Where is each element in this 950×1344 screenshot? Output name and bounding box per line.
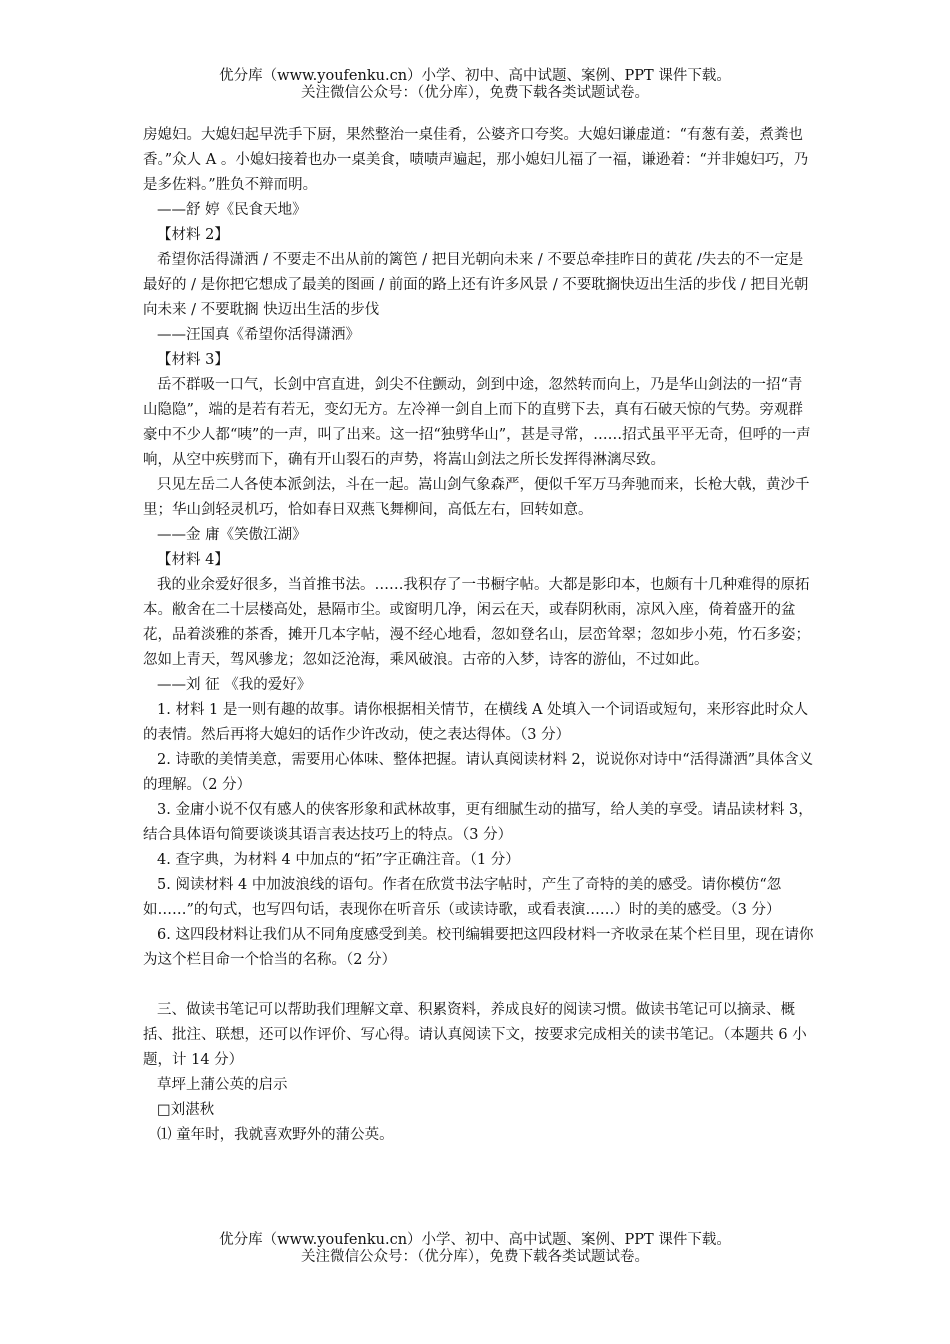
page-header: [0, 68, 950, 102]
material-2-text: 希望你活得潇洒 / 不要走不出从前的篱笆 / 把目光朝向未来 / 不要总牵挂昨日的黄花 /失去的不一定是最好的 / 是你把它想成了最美的图画 / 前面的路上还有许多风景 / 不要耽搁快迈出生活的步伐 / 把目光朝向未来 / 不要耽搁 快迈出生活的步伐: [143, 252, 809, 318]
material-2-title: 【材料 2】: [157, 227, 229, 243]
question-2: 2. 诗歌的美情美意，需要用心体味、整体把握。请认真阅读材料 2，说说你对诗中“活得潇洒”具体含义的理解。（2 分）: [143, 752, 814, 793]
section-gap: [143, 973, 815, 998]
question-3: 3. 金庸小说不仅有感人的侠客形象和武林故事，更有细腻生动的描写，给人美的享受。请品读材料 3，结合具体语句简要谈谈其语言表达技巧上的特点。（3 分）: [143, 802, 813, 843]
footer-line-2: 关注微信公众号：（优分库），免费下载各类试题试卷。: [301, 1249, 649, 1265]
material-2-source: ——汪国真《希望你活得潇洒》: [157, 327, 360, 343]
material-3-paragraph-1: 岳不群吸一口气，长剑中宫直进，剑尖不住颤动，剑到中途，忽然转而向上，乃是华山剑法的一招“青山隐隐”，端的是若有若无，变幻无方。左冷禅一剑自上而下的直劈下去，真有石破天惊的气势。旁观群豪中不少人都“咦”的一声，叫了出来。这一招“独劈华山”，甚是寻常，……招式虽平平无奇，但呼的一声响，从空中疾劈而下，确有开山裂石的声势，将嵩山剑法之所长发挥得淋漓尽致。: [143, 377, 811, 468]
page-footer: [0, 1232, 950, 1266]
material-1-text: 房媳妇。大媳妇起早洗手下厨，果然整治一桌佳肴，公婆齐口夸奖。大媳妇谦虚道：“有葱有姜，煮粪也香。”众人 A 。小媳妇接着也办一桌美食，啧啧声遍起，那小媳妇儿福了一福，谦逊着：“并非媳妇巧，乃是多佐料。”胜负不辩而明。: [143, 127, 809, 193]
footer-line-1: 优分库（www.youfenku.cn）小学、初中、高中试题、案例、PPT 课件下载。: [219, 1232, 731, 1248]
material-4-source: ——刘 征 《我的爱好》: [157, 677, 312, 693]
question-6: 6. 这四段材料让我们从不同角度感受到美。校刊编辑要把这四段材料一齐收录在某个栏目里，现在请你为这个栏目命一个恰当的名称。（2 分）: [143, 927, 814, 968]
material-3-title: 【材料 3】: [157, 352, 229, 368]
material-3-paragraph-2: 只见左岳二人各使本派剑法，斗在一起。嵩山剑气象森严，便似千军万马奔驰而来，长枪大戟，黄沙千里；华山剑轻灵机巧，恰如春日双燕飞舞柳间，高低左右，回转如意。: [143, 477, 810, 518]
material-3-source: ——金 庸《笑傲江湖》: [157, 527, 307, 543]
material-4-title: 【材料 4】: [157, 552, 229, 568]
header-line-1: 优分库（www.youfenku.cn）小学、初中、高中试题、案例、PPT 课件下载。: [219, 68, 731, 84]
question-5: 5. 阅读材料 4 中加波浪线的语句。作者在欣赏书法字帖时，产生了奇特的美的感受。请你模仿“忽如……”的句式，也写四句话，表现你在听音乐（或读诗歌，或看表演……）时的美的感受。（3 分）: [143, 877, 782, 918]
essay-paragraph-1: ⑴ 童年时，我就喜欢野外的蒲公英。: [157, 1127, 394, 1143]
material-4-text: 我的业余爱好很多，当首推书法。……我积存了一书橱字帖。大都是影印本，也颇有十几种难得的原拓本。敝舍在二十层楼高处，悬隔市尘。或窗明几净，闲云在天，或春阴秋雨，凉风入座，倚着盛开的盆花，品着淡雅的茶香，摊开几本字帖，漫不经心地看，忽如登名山，层峦耸翠；忽如步小苑，竹石多姿；忽如上青天，驾风骖龙；忽如泛沧海，乘风破浪。古帝的入梦，诗客的游仙，不过如此。: [143, 577, 810, 668]
question-1: 1. 材料 1 是一则有趣的故事。请你根据相关情节，在横线 A 处填入一个词语或短句，来形容此时众人的表情。然后再将大媳妇的话作少许改动，使之表达得体。（3 分）: [143, 702, 809, 743]
document-body: [143, 123, 815, 1148]
section-3-intro: 三、做读书笔记可以帮助我们理解文章、积累资料，养成良好的阅读习惯。做读书笔记可以摘录、概括、批注、联想，还可以作评价、写心得。请认真阅读下文，按要求完成相关的读书笔记。（本题共 6 小题，计 14 分）: [143, 1002, 807, 1068]
material-1-source: ——舒 婷《民食天地》: [157, 202, 307, 218]
essay-author: □刘湛秋: [157, 1102, 215, 1118]
essay-title: 草坪上蒲公英的启示: [157, 1077, 288, 1093]
header-line-2: 关注微信公众号：（优分库），免费下载各类试题试卷。: [301, 85, 649, 101]
question-4: 4. 查字典，为材料 4 中加点的“拓”字正确注音。（1 分）: [157, 852, 520, 868]
